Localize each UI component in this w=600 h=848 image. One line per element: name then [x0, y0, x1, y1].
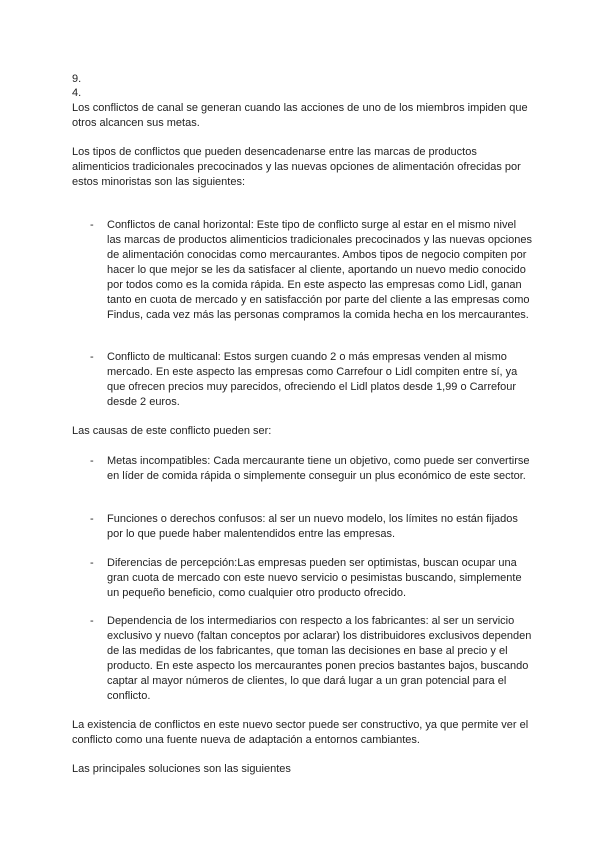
causes-intro-paragraph: Las causas de este conflicto pueden ser: [72, 425, 272, 437]
conflict-type-horizontal: Conflictos de canal horizontal: Este tipo de conflicto surge al estar en el mismo nivel las marcas de productos alimenticios tradicionales precocinados y las nuevas opciones de alimentación conocidas como mercaurantes. Ambos tipos de negocio compiten por hacer lo que mejor se les da satisfacer al cliente, aportando un nuevo medio conocido por todos como es la comida rápida. En este aspecto las empresas como Lidl, ganan tanto en cuota de mercado y en satisfacción por parte del cliente a las empresas como Findus, cada vez más las personas compramos la comida hecha en los mercaurantes. [107, 219, 532, 321]
bullet-dash: - [90, 557, 94, 569]
list-item [90, 454, 532, 484]
bullet-dash: - [90, 615, 94, 627]
conflict-type-multichannel: Conflicto de multicanal: Estos surgen cuando 2 o más empresas venden al mismo mercado. En este aspecto las empresas como Carrefour o Lidl compiten entre sí, ya que ofrecen precios muy parecidos, ofreciendo el Lidl platos desde 1,99 o Carrefour desde 2 euros. [107, 351, 518, 408]
number-line-4: 4. [72, 87, 82, 99]
cause-perception-differences: Diferencias de percepción:Las empresas pueden ser optimistas, buscan ocupar una gran cuota de mercado con este nuevo servicio o pesimistas buscando, simplemente un pequeño beneficio, como cualquier otro producto ofrecido. [107, 557, 522, 599]
bullet-dash: - [90, 513, 94, 525]
conclusion-paragraph: La existencia de conflictos en este nuevo sector puede ser constructivo, ya que permite ver el conflicto como una fuente nueva de adaptación a entornos cambiantes. [72, 719, 529, 746]
list-item [90, 614, 532, 704]
list-item [90, 218, 532, 323]
cause-incompatible-goals: Metas incompatibles: Cada mercaurante tiene un objetivo, como puede ser convertirse en líder de comida rápida o simplemente conseguir un plus económico de este sector. [107, 455, 530, 482]
number-line-9: 9. [72, 73, 82, 85]
bullet-dash: - [90, 219, 94, 231]
cause-confusing-roles: Funciones o derechos confusos: al ser un nuevo modelo, los límites no están fijados por lo que puede haber malentendidos entre las empresas. [107, 513, 518, 540]
solutions-intro-paragraph: Las principales soluciones son las siguientes [72, 763, 291, 775]
list-item [90, 512, 532, 542]
bullet-dash: - [90, 455, 94, 467]
types-intro-paragraph: Los tipos de conflictos que pueden desencadenarse entre las marcas de productos alimenticios tradicionales precocinados y las nuevas opciones de alimentación ofrecidas por estos minoristas son las siguientes: [72, 146, 521, 188]
list-item [90, 556, 532, 601]
cause-intermediary-dependence: Dependencia de los intermediarios con respecto a los fabricantes: al ser un servicio exclusivo y nuevo (faltan conceptos por aclarar) los distribuidores exclusivos dependen de las medidas de los fabricantes, que toman las decisiones en base al precio y el producto. En este aspecto los mercaurantes ponen precios bastantes bajos, buscando captar al mayor números de clientes, lo que dará lugar a un gran potencial para el conflicto. [107, 615, 532, 702]
intro-paragraph: Los conflictos de canal se generan cuando las acciones de uno de los miembros impiden que otros alcancen sus metas. [72, 102, 528, 129]
bullet-dash: - [90, 351, 94, 363]
list-item [90, 350, 532, 410]
